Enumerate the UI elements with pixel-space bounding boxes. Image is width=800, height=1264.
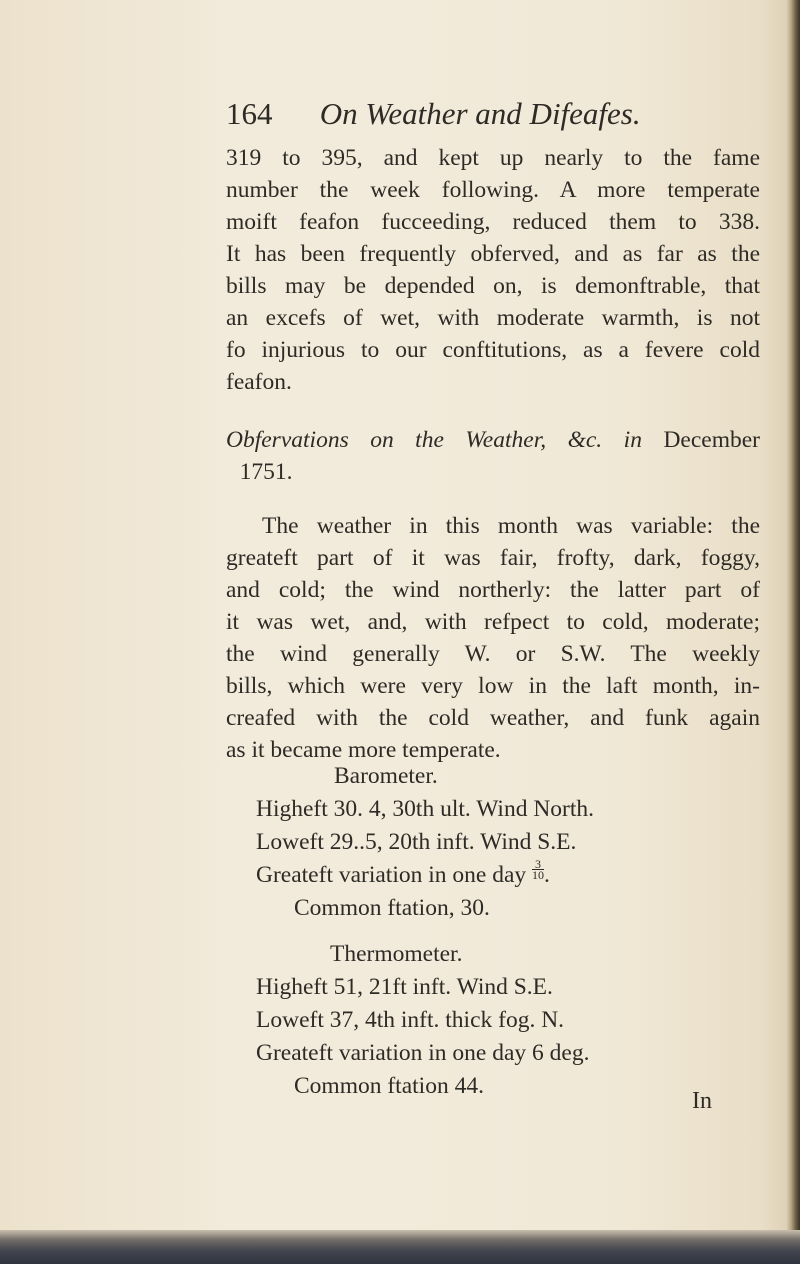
thermometer-lowest: Loweft 37, 4th inft. thick fog. N. [256,1007,565,1033]
barometer-common: Common ftation, 30. [294,895,490,921]
text-line: It has been frequently obferved, and as far as the [226,241,760,267]
barometer-variation [256,859,550,891]
page-number: 164 [226,96,273,131]
text-line: bills, which were very low in the laft month, in- [226,673,760,699]
page-edge [786,0,800,1264]
text-line: number the week following. A more temperate [226,177,760,203]
text-line: and cold; the wind northerly: the latter part of [226,577,760,603]
thermometer-variation: Greateft variation in one day 6 deg. [256,1040,590,1066]
fraction-numerator: 3 [535,857,542,871]
running-header [226,96,746,132]
section-year: 1751. [239,459,293,485]
text-line: it was wet, and, with refpect to cold, moderate; [226,609,760,635]
running-title: On Weather and Difeafes. [319,96,641,131]
barometer-heading: Barometer. [334,763,438,789]
barometer-lowest: Loweft 29..5, 20th inft. Wind S.E. [256,829,577,855]
fraction-denominator: 10 [532,868,545,882]
text-line: bills may be depended on, is demonftrable, that [226,273,760,299]
variation-fraction [532,859,544,880]
scan-border [0,1230,800,1264]
paragraph-1 [226,142,760,398]
text-line: an excefs of wet, with moderate warmth, is not [226,305,760,331]
barometer-highest: Higheft 30. 4, 30th ult. Wind North. [256,796,595,822]
barometer-variation-text: Greateft variation in one day [256,862,527,888]
text-line: fo injurious to our conftitutions, as a fevere cold [226,337,760,363]
section-heading-month: December [663,427,761,453]
text-line: greateft part of it was fair, frofty, dark, foggy, [226,545,760,571]
text-line: feafon. [226,369,292,395]
text-line: creafed with the cold weather, and funk again [226,705,760,731]
text-line: moift feafon fucceeding, reduced them to 338. [226,209,760,235]
text-line: 319 to 395, and kept up nearly to the fame [226,145,760,171]
section-heading [226,424,760,456]
text-line: as it became more temperate. [226,737,501,763]
catchword: In [692,1088,712,1114]
thermometer-common: Common ftation 44. [294,1073,484,1099]
thermometer-highest: Higheft 51, 21ft inft. Wind S.E. [256,974,553,1000]
thermometer-heading: Thermometer. [330,941,463,967]
section-heading-line [226,424,760,456]
paragraph-2 [226,510,760,766]
text-line: The weather in this month was variable: the [262,513,760,539]
text-line: the wind generally W. or S.W. The weekly [226,641,760,667]
barometer-variation-suffix: . [544,862,550,888]
section-heading-title: Obfervations on the Weather, &c. in [226,427,642,453]
